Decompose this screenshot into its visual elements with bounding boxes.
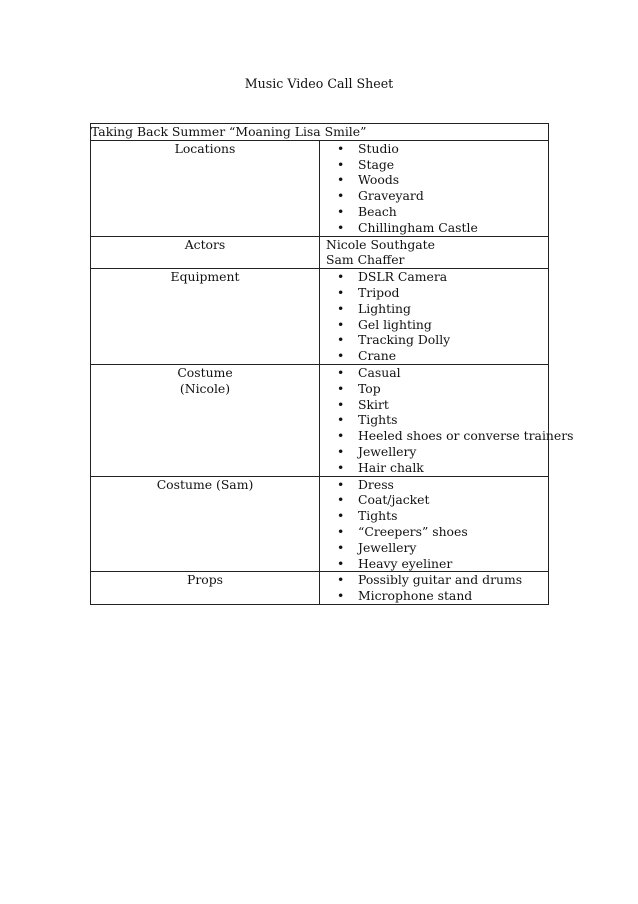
list-item: • Microphone stand (337, 588, 473, 604)
list-item: • Beach (337, 203, 397, 219)
bullet-icon: • (337, 396, 345, 412)
list-item: • Dress (337, 476, 394, 492)
bullet-icon: • (337, 555, 345, 571)
bullet-icon: • (337, 539, 345, 555)
row-content-props (320, 572, 549, 605)
list-item: • Graveyard (337, 188, 424, 204)
actor-name: Nicole Southgate (326, 236, 435, 252)
bullet-icon: • (337, 348, 345, 364)
costume-nicole-list (320, 364, 574, 476)
bullet-icon: • (337, 459, 345, 475)
bullet-icon: • (337, 508, 345, 524)
bullet-icon: • (337, 332, 345, 348)
bullet-icon: • (337, 219, 345, 235)
row-label-costume-nicole: Costume (Nicole) (91, 364, 320, 476)
table-row-locations (91, 140, 549, 236)
table-row-props (91, 572, 549, 605)
bullet-icon: • (337, 380, 345, 396)
bullet-icon: • (337, 140, 345, 156)
list-item: • Top (337, 380, 381, 396)
list-item: • Heeled shoes or converse trainers (337, 428, 574, 444)
list-item: • DSLR Camera (337, 269, 448, 285)
list-item: • Tights (337, 412, 398, 428)
list-item: • Woods (337, 172, 400, 188)
list-item: • Crane (337, 348, 397, 364)
list-item: • Tights (337, 508, 398, 524)
table-row-costume-nicole (91, 364, 549, 476)
call-sheet-table (90, 123, 574, 605)
row-content-actors (320, 236, 549, 269)
list-item: • “Creepers” shoes (337, 523, 468, 539)
list-item: • Coat/jacket (337, 492, 430, 508)
bullet-icon: • (337, 364, 345, 380)
bullet-icon: • (337, 156, 345, 172)
list-item: • Tripod (337, 284, 400, 300)
table-header-row (91, 124, 549, 141)
bullet-icon: • (337, 172, 345, 188)
row-content-costume-nicole (320, 364, 574, 476)
list-item: • Studio (337, 140, 399, 156)
row-label-equipment: Equipment (91, 269, 320, 365)
row-label-props: Props (91, 572, 320, 605)
bullet-icon: • (337, 269, 345, 285)
list-item: • Skirt (337, 396, 389, 412)
row-content-equipment (320, 269, 549, 365)
list-item: • Heavy eyeliner (337, 555, 453, 571)
bullet-icon: • (337, 443, 345, 459)
costume-sam-list (320, 477, 548, 572)
equipment-list (320, 269, 548, 364)
bullet-icon: • (337, 588, 345, 604)
bullet-icon: • (337, 523, 345, 539)
bullet-icon: • (337, 412, 345, 428)
list-item: • Possibly guitar and drums (337, 572, 523, 588)
list-item: • Stage (337, 156, 395, 172)
project-title-cell: Taking Back Summer “Moaning Lisa Smile” (91, 124, 549, 141)
bullet-icon: • (337, 284, 345, 300)
list-item: • Chillingham Castle (337, 219, 478, 235)
page-title: Music Video Call Sheet (244, 76, 394, 91)
bullet-icon: • (337, 188, 345, 204)
table-row-actors (91, 236, 549, 269)
list-item: • Gel lighting (337, 316, 432, 332)
list-item: • Casual (337, 364, 401, 380)
list-item: • Lighting (337, 300, 411, 316)
props-list (320, 572, 548, 604)
table-row-equipment (91, 269, 549, 365)
row-label-costume-sam: Costume (Sam) (91, 476, 320, 572)
list-item: • Jewellery (337, 443, 417, 459)
list-item: • Hair chalk (337, 459, 424, 475)
bullet-icon: • (337, 572, 345, 588)
row-label-locations: Locations (91, 140, 320, 236)
bullet-icon: • (337, 300, 345, 316)
locations-list (320, 141, 548, 236)
bullet-icon: • (337, 428, 345, 444)
row-content-locations (320, 140, 549, 236)
table-row-costume-sam (91, 476, 549, 572)
row-label-actors: Actors (91, 236, 320, 269)
list-item: • Tracking Dolly (337, 332, 451, 348)
bullet-icon: • (337, 492, 345, 508)
actor-name: Sam Chaffer (326, 252, 405, 268)
bullet-icon: • (337, 203, 345, 219)
list-item: • Jewellery (337, 539, 417, 555)
bullet-icon: • (337, 316, 345, 332)
row-content-costume-sam (320, 476, 549, 572)
bullet-icon: • (337, 476, 345, 492)
